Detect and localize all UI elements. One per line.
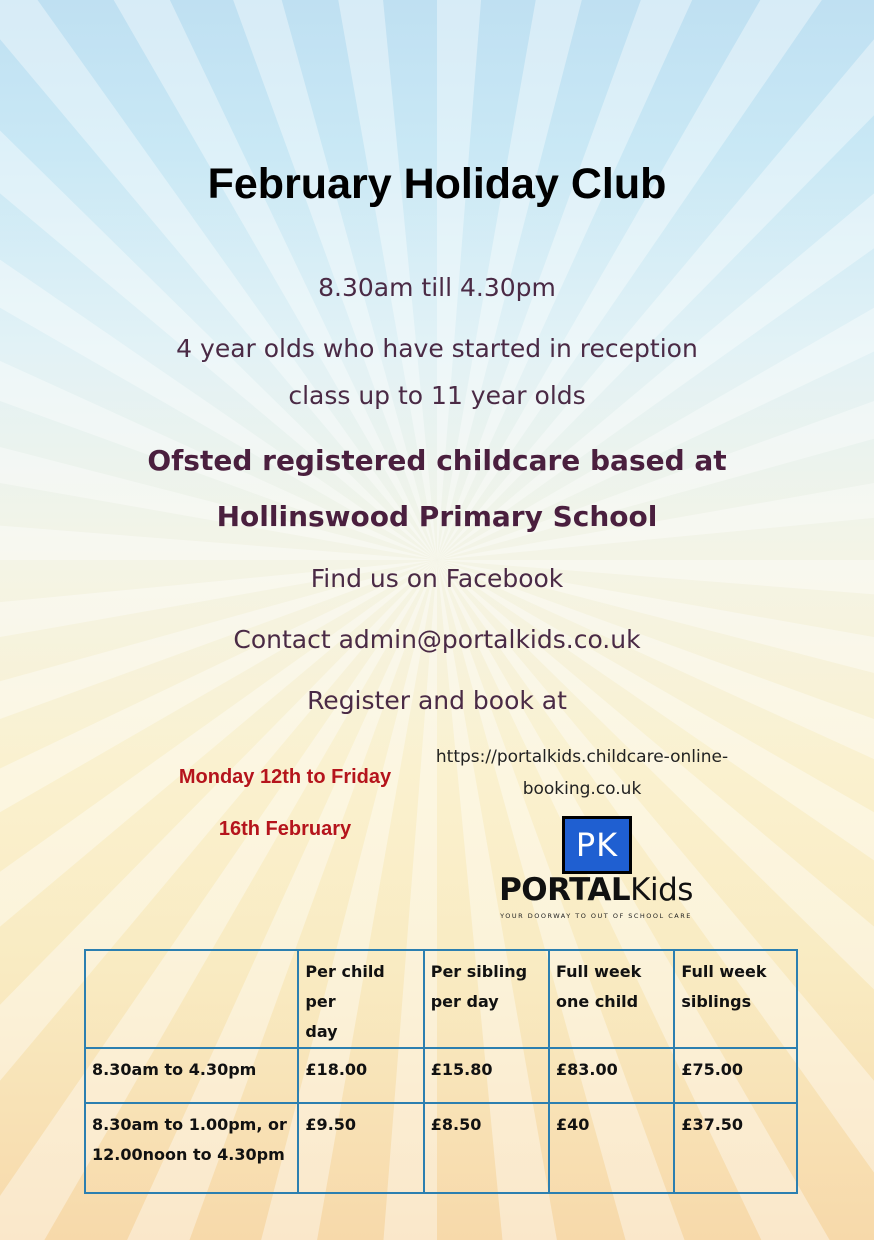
table-row (85, 1103, 797, 1193)
booking-url[interactable] (432, 741, 732, 805)
price-cell: £83.00 (549, 1048, 674, 1103)
table-header-row (85, 950, 797, 1048)
contact-email: Contact admin@portalkids.co.uk (233, 625, 641, 654)
price-cell: £9.50 (298, 1103, 423, 1193)
ofsted-line-1: Ofsted registered childcare based at (147, 444, 727, 477)
register-text: Register and book at (307, 686, 567, 715)
wordmark-kids: Kids (630, 872, 693, 908)
price-cell: £37.50 (674, 1103, 797, 1193)
wordmark-portal: PORTAL (499, 872, 631, 908)
ages-line-2: class up to 11 year olds (288, 381, 586, 410)
table-header-cell: Full week siblings (674, 950, 797, 1048)
price-cell: £18.00 (298, 1048, 423, 1103)
table-header-cell: Full week one child (549, 950, 674, 1048)
booking-url-line-1: https://portalkids.childcare-online- (435, 747, 729, 767)
logo-tagline: YOUR DOORWAY TO OUT OF SCHOOL CARE (500, 912, 692, 920)
price-table (84, 949, 798, 1194)
ofsted-line-2: Hollinswood Primary School (216, 500, 658, 533)
dates-line-2: 16th February (218, 818, 352, 840)
price-cell: £75.00 (674, 1048, 797, 1103)
price-cell: £8.50 (424, 1103, 549, 1193)
page-title: February Holiday Club (207, 160, 667, 208)
price-cell: £40 (549, 1103, 674, 1193)
booking-url-line-2: booking.co.uk (522, 779, 642, 799)
ages-line-1: 4 year olds who have started in reception (176, 334, 698, 363)
row-label: 8.30am to 1.00pm, or 12.00noon to 4.30pm (85, 1103, 298, 1193)
price-cell: £15.80 (424, 1048, 549, 1103)
portal-kids-wordmark (488, 872, 704, 908)
table-header-cell: Per child per day (298, 950, 423, 1048)
dates-line-1: Monday 12th to Friday (178, 766, 392, 788)
table-row (85, 1048, 797, 1103)
table-header-cell: Per sibling per day (424, 950, 549, 1048)
portal-kids-logo (488, 814, 704, 926)
table-header-empty (85, 950, 298, 1048)
pk-logo-box: PK (562, 816, 632, 874)
row-label: 8.30am to 4.30pm (85, 1048, 298, 1103)
facebook-text: Find us on Facebook (310, 564, 564, 593)
hours-text: 8.30am till 4.30pm (318, 273, 556, 302)
